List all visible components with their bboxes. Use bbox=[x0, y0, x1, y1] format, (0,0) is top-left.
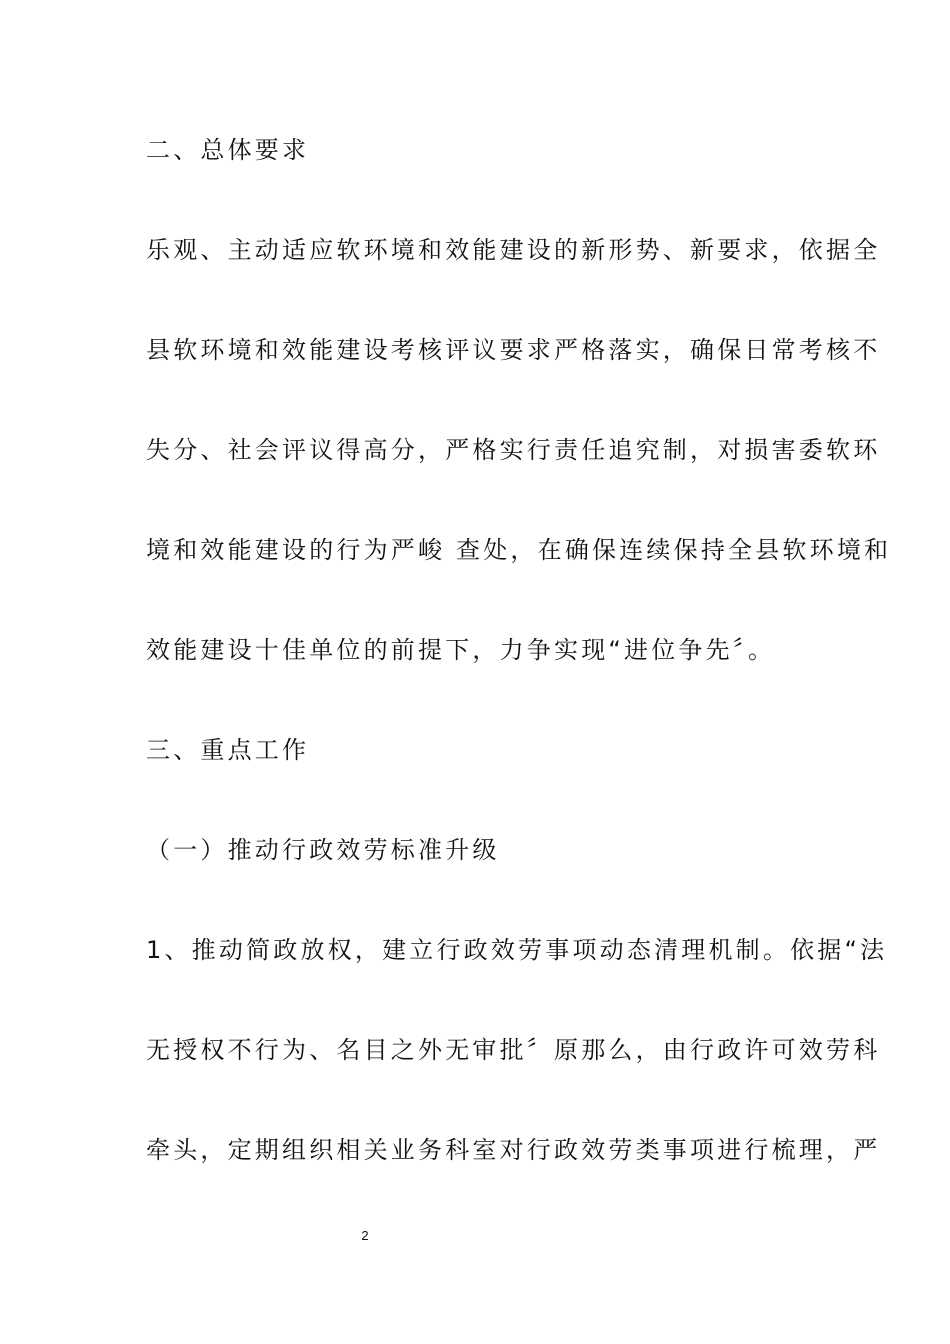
section-heading-key-work: 三、重点工作 bbox=[146, 736, 310, 764]
subsection-heading: （一）推动行政效劳标准升级 bbox=[146, 836, 500, 864]
paragraph-line: 乐观、主动适应软环境和效能建设的新形势、新要求，依据全 bbox=[146, 236, 881, 264]
page-number: 2 bbox=[361, 1228, 369, 1243]
section-heading-general-requirements: 二、总体要求 bbox=[146, 136, 310, 164]
paragraph-line: 牵头，定期组织相关业务科室对行政效劳类事项进行梳理，严 bbox=[146, 1136, 881, 1164]
paragraph-line: 县软环境和效能建设考核评议要求严格落实，确保日常考核不 bbox=[146, 336, 881, 364]
paragraph-line: 失分、社会评议得高分，严格实行责任追究制，对损害委软环 bbox=[146, 436, 881, 464]
paragraph-line: 1、推动简政放权，建立行政效劳事项动态清理机制。依据“法 bbox=[146, 936, 888, 964]
paragraph-line: 境和效能建设的行为严峻 查处，在确保连续保持全县软环境和 bbox=[146, 536, 892, 564]
paragraph-line: 无授权不行为、名目之外无审批〞原那么，由行政许可效劳科 bbox=[146, 1036, 881, 1064]
paragraph-line: 效能建设十佳单位的前提下，力争实现“进位争先〞。 bbox=[146, 636, 776, 664]
